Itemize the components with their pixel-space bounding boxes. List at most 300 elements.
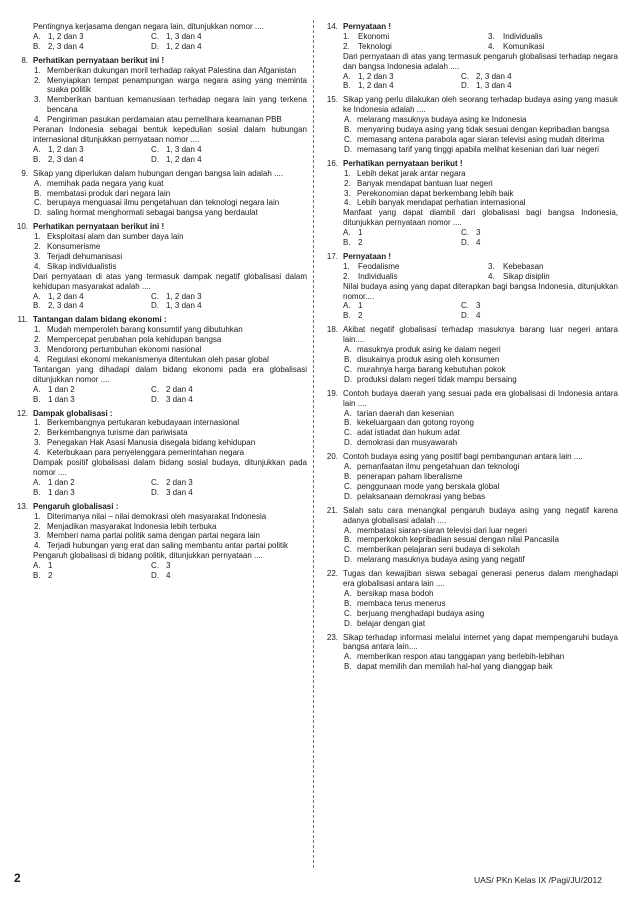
list-item (338, 438, 618, 448)
exam-code: UAS/ PKn Kelas IX /Pagi/JU/2012 (473, 875, 602, 885)
item-text: Pengiriman pasukan perdamaian atau pemelihara keamanan PBB (47, 115, 282, 125)
item-key: 3. (34, 95, 41, 105)
item-text: Mudah memperoleh barang konsumtif yang dibutuhkan (47, 325, 243, 335)
item-key: A. (344, 408, 352, 418)
answer-option (151, 292, 202, 302)
item-key: 1. (343, 31, 350, 41)
option-text: 1, 2 dan 3 (166, 291, 202, 301)
answer-row (33, 478, 307, 488)
answer-option (151, 571, 170, 581)
answer-options (33, 32, 307, 52)
item-key: 4. (344, 198, 351, 208)
item-text: berjuang menghadapi budaya asing (357, 608, 485, 618)
item-key: C. (344, 428, 352, 438)
question-prompt: Tantangan yang dihadapi dalam bidang ekonomi pada era globalisasi ditunjukkan nomor .... (33, 364, 307, 384)
item-key: D. (344, 618, 352, 628)
option-text: 1, 2 dan 4 (166, 154, 202, 164)
list-item (338, 145, 618, 155)
answer-row (343, 72, 618, 82)
list-item (338, 365, 618, 375)
item-text: Terjadi dehumanisasi (47, 251, 123, 261)
answer-option (461, 238, 480, 248)
answer-option (33, 395, 151, 405)
list-item (338, 375, 618, 385)
list-item (28, 252, 307, 262)
item-key: 1. (34, 418, 41, 428)
item-text: berupaya menguasai ilmu pengetahuan dan teknologi negara lain (47, 198, 280, 208)
question-prompt: Dampak positif globalisasi dalam bidang sosial budaya, ditunjukkan pada nomor .... (33, 458, 307, 477)
item-text: Berkembangnya pertukaran kebudayaan internasional (47, 418, 240, 428)
answer-row (33, 145, 307, 155)
question-block (12, 169, 307, 219)
option-key: D. (461, 81, 469, 91)
question-number: 14. (326, 22, 338, 31)
grid-item (343, 262, 488, 272)
list-item (338, 589, 618, 599)
item-key: A. (344, 652, 352, 662)
item-text: memberikan respon atau tanggapan yang berlebih-lebihan (357, 652, 565, 662)
question-stem: Contoh budaya daerah yang sesuai pada era globalisasi di Indonesia antara lain .... (343, 388, 618, 408)
option-key: C. (151, 561, 159, 571)
question-number: 15. (326, 95, 338, 105)
item-text: kekeluargaan dan gotong royong (357, 418, 474, 428)
question-header (12, 315, 307, 325)
answer-option (151, 155, 202, 165)
answer-option (343, 301, 461, 311)
item-key: 2. (34, 242, 41, 252)
list-item (338, 482, 618, 492)
answer-options (343, 228, 618, 248)
option-key: D. (151, 394, 159, 404)
option-text: 4 (476, 238, 481, 248)
option-key: A. (33, 384, 41, 394)
answer-option (33, 478, 151, 488)
answer-option (461, 311, 480, 321)
item-key: 2. (343, 41, 350, 51)
list-item (28, 438, 307, 448)
list-item (338, 198, 618, 208)
option-key: C. (461, 71, 469, 81)
answer-row (343, 228, 618, 238)
question-block (322, 159, 618, 248)
item-key: C. (344, 608, 352, 618)
item-key: 4. (34, 448, 41, 458)
item-text: memasang tarif yang tinggi apabila melihat kesenian dari luar negeri (357, 144, 599, 154)
item-key: B. (34, 188, 42, 198)
grid-column (488, 32, 544, 52)
item-text: demokrasi dan musyawarah (357, 438, 458, 448)
option-key: B. (33, 571, 41, 581)
option-text: 2, 3 dan 4 (476, 71, 512, 81)
item-text: Sikap individualistis (47, 261, 117, 271)
item-key: B. (344, 662, 352, 672)
option-text: 1 (48, 561, 53, 571)
question-stem: Perhatikan pernyataan berikut ini ! (33, 55, 165, 65)
question-block (12, 22, 307, 52)
option-key: D. (151, 154, 159, 164)
question-number: 16. (326, 158, 338, 168)
list-item (338, 418, 618, 428)
list-item (338, 619, 618, 629)
option-text: 1, 2 dan 4 (166, 41, 202, 51)
answer-option (343, 72, 461, 82)
list-item (28, 418, 307, 428)
item-key: B. (344, 355, 352, 364)
question-stem: Perhatikan pernyataan berikut ! (343, 158, 463, 168)
option-text: 1, 2 dan 4 (48, 291, 84, 301)
question-stem: Pernyataan ! (343, 22, 392, 31)
list-item (338, 526, 618, 536)
item-text: Sikap disiplin (503, 271, 550, 281)
option-text: 4 (476, 311, 481, 321)
option-key: B. (33, 394, 41, 404)
option-key: C. (461, 301, 469, 311)
question-stem: Salah satu cara menangkal pengaruh budaya asing yang negatif karena adanya globalisasi adalah .... (343, 505, 618, 525)
option-key: D. (151, 301, 159, 311)
item-text: memihak pada negara yang kuat (47, 178, 164, 188)
option-text: 1 (358, 301, 363, 311)
item-key: 4. (488, 271, 495, 281)
answer-options (33, 478, 307, 498)
item-text: Keterbukaan para penyelenggara pemerintahan negara (47, 448, 245, 458)
question-number: 11. (17, 315, 28, 325)
answer-option (343, 238, 461, 248)
answer-row (33, 385, 307, 395)
item-text: melarang masuknya budaya asing ke Indonesia (357, 115, 527, 125)
question-header (322, 325, 618, 345)
item-text: penggunaan mode yang berskala global (357, 481, 500, 491)
answer-option (33, 385, 151, 395)
grid-item (343, 32, 488, 42)
option-key: D. (151, 41, 159, 51)
question-number: 10. (16, 222, 28, 232)
option-key: C. (461, 228, 469, 238)
list-item (338, 115, 618, 125)
item-key: 4. (34, 541, 41, 551)
option-text: 4 (166, 571, 171, 581)
option-key: C. (151, 31, 159, 41)
item-text: memberikan pelajaran seni budaya di sekolah (357, 545, 520, 555)
statement-grid (343, 32, 618, 52)
right-column (322, 22, 618, 676)
list-item (28, 242, 307, 252)
item-key: A. (344, 462, 352, 472)
answer-options (343, 301, 618, 321)
question-stem: Sikap yang perlu dilakukan oleh seorang terhadap budaya asing yang masuk ke Indonesia adalah .... (343, 95, 618, 115)
item-text: adat istiadat dan hukum adat (357, 428, 460, 438)
question-header (322, 95, 618, 115)
option-text: 2, 3 dan 4 (48, 41, 84, 51)
question-header (322, 22, 618, 32)
question-header (12, 169, 307, 179)
question-header (322, 452, 618, 462)
option-text: 1 dan 3 (48, 487, 75, 497)
question-block (12, 315, 307, 404)
item-text: menyaring budaya asing yang tidak sesuai dengan kepribadian bangsa (357, 125, 610, 135)
question-block (12, 56, 307, 165)
item-text: Memberikan dukungan moril terhadap rakyat Palestina dan Afganistan (47, 65, 297, 75)
item-key: 2. (343, 271, 350, 281)
list-item (28, 355, 307, 365)
question-block (322, 389, 618, 448)
list-item (28, 448, 307, 458)
list-item (28, 262, 307, 272)
option-key: A. (33, 144, 41, 154)
item-text: belajar dengan giat (357, 618, 426, 628)
page-number: 2 (14, 871, 21, 885)
question-prompt: Dari pernyataan di atas yang termasuk dampak negatif globalisasi dalam kehidupan masyarakat adalah .... (33, 271, 307, 291)
answer-options (33, 292, 307, 312)
list-item (338, 189, 618, 199)
option-key: B. (343, 81, 351, 91)
question-number: 20. (326, 452, 338, 462)
item-key: 3. (488, 31, 495, 41)
item-key: 3. (488, 261, 495, 271)
grid-item (343, 42, 488, 52)
option-text: 1 dan 2 (48, 384, 75, 394)
list-item (28, 189, 307, 199)
item-key: C. (344, 364, 352, 374)
list-item (338, 355, 618, 365)
option-text: 1 dan 3 (48, 394, 75, 404)
item-text: dapat memilih dan memilah hal-hal yang dianggap baik (357, 662, 553, 672)
item-key: 4. (34, 261, 41, 271)
item-text: Ekonomi (358, 31, 390, 41)
answer-option (33, 561, 151, 571)
question-stem: Sikap yang diperlukan dalam hubungan dengan bangsa lain adalah .... (33, 168, 283, 178)
item-key: D. (344, 491, 352, 501)
answer-options (33, 145, 307, 165)
item-key: C. (344, 481, 352, 491)
answer-option (33, 571, 151, 581)
option-text: 1, 2 dan 3 (358, 71, 394, 81)
list-item (28, 76, 307, 96)
option-key: A. (33, 561, 41, 571)
item-text: Banyak mendapat bantuan luar negeri (357, 178, 493, 188)
question-header (322, 252, 618, 262)
option-key: C. (151, 144, 159, 154)
list-item (28, 325, 307, 335)
item-text: Lebih dekat jarak antar negara (357, 168, 466, 178)
option-key: A. (343, 228, 351, 238)
list-item (338, 428, 618, 438)
list-item (28, 179, 307, 189)
item-text: memperkokoh kepribadian sesuai dengan nilai Pancasila (357, 535, 559, 545)
item-text: Feodalisme (358, 261, 400, 271)
answer-row (33, 571, 307, 581)
item-key: A. (344, 115, 352, 125)
option-text: 2 (358, 238, 363, 248)
option-key: B. (33, 41, 41, 51)
answer-option (151, 145, 202, 155)
item-text: Individualis (358, 271, 398, 281)
item-key: A. (344, 525, 352, 535)
option-key: C. (151, 477, 159, 487)
list-item (28, 522, 307, 532)
item-key: 2. (34, 428, 41, 438)
question-header (322, 569, 618, 589)
answer-option (461, 72, 512, 82)
question-block (322, 569, 618, 628)
question-stem: Pernyataan ! (343, 251, 392, 261)
item-text: masuknya produk asing ke dalam negeri (357, 345, 501, 355)
item-text: Penegakan Hak Asasi Manusia disegala bidang kehidupan (47, 438, 256, 448)
list-item (338, 472, 618, 482)
option-key: A. (343, 301, 351, 311)
option-text: 2 dan 3 (166, 477, 193, 487)
item-text: Regulasi ekonomi mekanismenya ditentukan oleh pasar global (47, 355, 269, 364)
list-item (28, 95, 307, 115)
item-key: 4. (34, 115, 41, 125)
list-item (338, 599, 618, 609)
question-header (322, 389, 618, 409)
item-text: Berkembangnya turisme dan pariwisata (47, 428, 188, 438)
list-item (28, 66, 307, 76)
item-text: Lebih banyak mendapat perhatian internasional (357, 198, 526, 208)
item-key: 4. (34, 355, 41, 364)
answer-row (343, 301, 618, 311)
option-key: C. (151, 384, 159, 394)
list-item (338, 609, 618, 619)
item-key: 2. (34, 335, 41, 345)
item-text: Komunikasi (503, 41, 545, 51)
list-item (28, 198, 307, 208)
list-item (338, 179, 618, 189)
item-key: 2. (34, 521, 41, 531)
answer-row (33, 32, 307, 42)
item-text: Konsumerisme (47, 242, 101, 252)
question-block (322, 452, 618, 502)
list-item (28, 345, 307, 355)
question-stem: Perhatikan pernyataan berikut ini ! (33, 222, 165, 232)
grid-item (488, 272, 550, 282)
item-text: bersikap masa bodoh (357, 588, 434, 598)
answer-row (343, 81, 618, 91)
question-header (322, 159, 618, 169)
item-key: B. (344, 598, 352, 608)
option-key: D. (151, 571, 159, 581)
question-number: 18. (326, 325, 338, 335)
item-key: D. (344, 555, 352, 565)
option-key: D. (151, 487, 159, 497)
item-text: Terjadi hubungan yang erat dan saling membantu antar partai politik (47, 541, 289, 551)
answer-option (151, 32, 202, 42)
question-header (322, 633, 618, 653)
question-prompt: Peranan Indonesia sebagai bentuk kepedulian sosial dalam hubungan internasional ditunjukkan pernyataan nomor .... (33, 125, 307, 144)
answer-option (151, 385, 193, 395)
left-column (12, 22, 307, 585)
list-item (28, 335, 307, 345)
item-text: melarang masuknya budaya asing yang negatif (357, 555, 525, 565)
item-key: B. (344, 125, 352, 135)
answer-option (33, 155, 151, 165)
grid-item (343, 272, 488, 282)
item-key: D. (344, 374, 352, 384)
option-text: 3 dan 4 (166, 487, 193, 497)
option-text: 3 (166, 561, 171, 571)
answer-option (461, 228, 480, 238)
list-item (338, 555, 618, 565)
item-text: Memberi nama partai politik sama dengan partai negara lain (47, 531, 261, 541)
answer-options (33, 385, 307, 405)
answer-option (33, 32, 151, 42)
option-text: 1, 3 dan 4 (166, 144, 202, 154)
item-text: disukainya produk asing oleh konsumen (357, 355, 500, 364)
item-key: 3. (34, 531, 41, 541)
item-key: D. (344, 144, 352, 154)
item-text: Teknologi (358, 41, 392, 51)
list-item (338, 125, 618, 135)
option-key: D. (461, 311, 469, 321)
list-item (338, 345, 618, 355)
grid-item (488, 262, 550, 272)
answer-option (33, 488, 151, 498)
answer-option (151, 42, 202, 52)
question-prompt: Nilai budaya asing yang dapat diterapkan bagi bangsa Indonesia, ditunjukkan nomor.... (343, 281, 618, 301)
item-text: Menyiapkan tempat penampungan warga negara asing yang meminta suaka politik (47, 75, 307, 95)
option-text: 2 dan 4 (166, 384, 193, 394)
question-number: 21. (326, 505, 338, 515)
item-key: C. (344, 134, 352, 144)
question-number: 13. (16, 501, 28, 511)
question-prompt: Manfaat yang dapat diambil dari globalisasi bagi bangsa Indonesia, ditunjukkan pernyataan nomor .... (343, 208, 618, 228)
item-key: 3. (34, 251, 41, 261)
answer-row (33, 42, 307, 52)
answer-option (151, 395, 193, 405)
answer-option (151, 301, 202, 311)
answer-options (33, 561, 307, 581)
list-item (338, 169, 618, 179)
list-item (338, 535, 618, 545)
option-text: 2 (48, 571, 53, 581)
item-key: B. (344, 471, 352, 481)
question-block (12, 222, 307, 311)
question-header (12, 56, 307, 66)
question-stem: Dampak globalisasi : (33, 408, 113, 418)
question-prompt: Pengaruh globalisasi di bidang politik, ditunjukkan pernyataan .... (33, 551, 263, 561)
answer-row (33, 155, 307, 165)
item-text: membatasi produk dari negara lain (47, 188, 171, 198)
list-item (28, 208, 307, 218)
list-item (28, 115, 307, 125)
item-key: 1. (34, 325, 41, 335)
answer-option (33, 42, 151, 52)
option-text: 1, 2 dan 4 (358, 81, 394, 91)
list-item (28, 512, 307, 522)
list-item (338, 652, 618, 662)
grid-column (343, 262, 488, 282)
list-item (338, 462, 618, 472)
answer-row (33, 488, 307, 498)
question-block (322, 252, 618, 321)
option-key: A. (33, 291, 41, 301)
answer-option (151, 478, 193, 488)
question-stem: Tantangan dalam bidang ekonomi : (33, 315, 167, 325)
question-block (12, 502, 307, 581)
option-text: 1 (358, 228, 363, 238)
question-header (322, 506, 618, 526)
option-text: 1, 2 dan 3 (48, 31, 84, 41)
item-key: 1. (34, 65, 41, 75)
option-key: B. (33, 487, 41, 497)
option-key: B. (33, 154, 41, 164)
grid-item (488, 32, 544, 42)
option-text: 1, 3 dan 4 (166, 31, 202, 41)
answer-row (33, 301, 307, 311)
item-key: D. (34, 208, 42, 218)
question-stem: Tugas dan kewajiban siswa sebagai generasi penerus dalam menghadapi era globalisasi antara lain .... (343, 569, 618, 589)
question-block (322, 633, 618, 673)
